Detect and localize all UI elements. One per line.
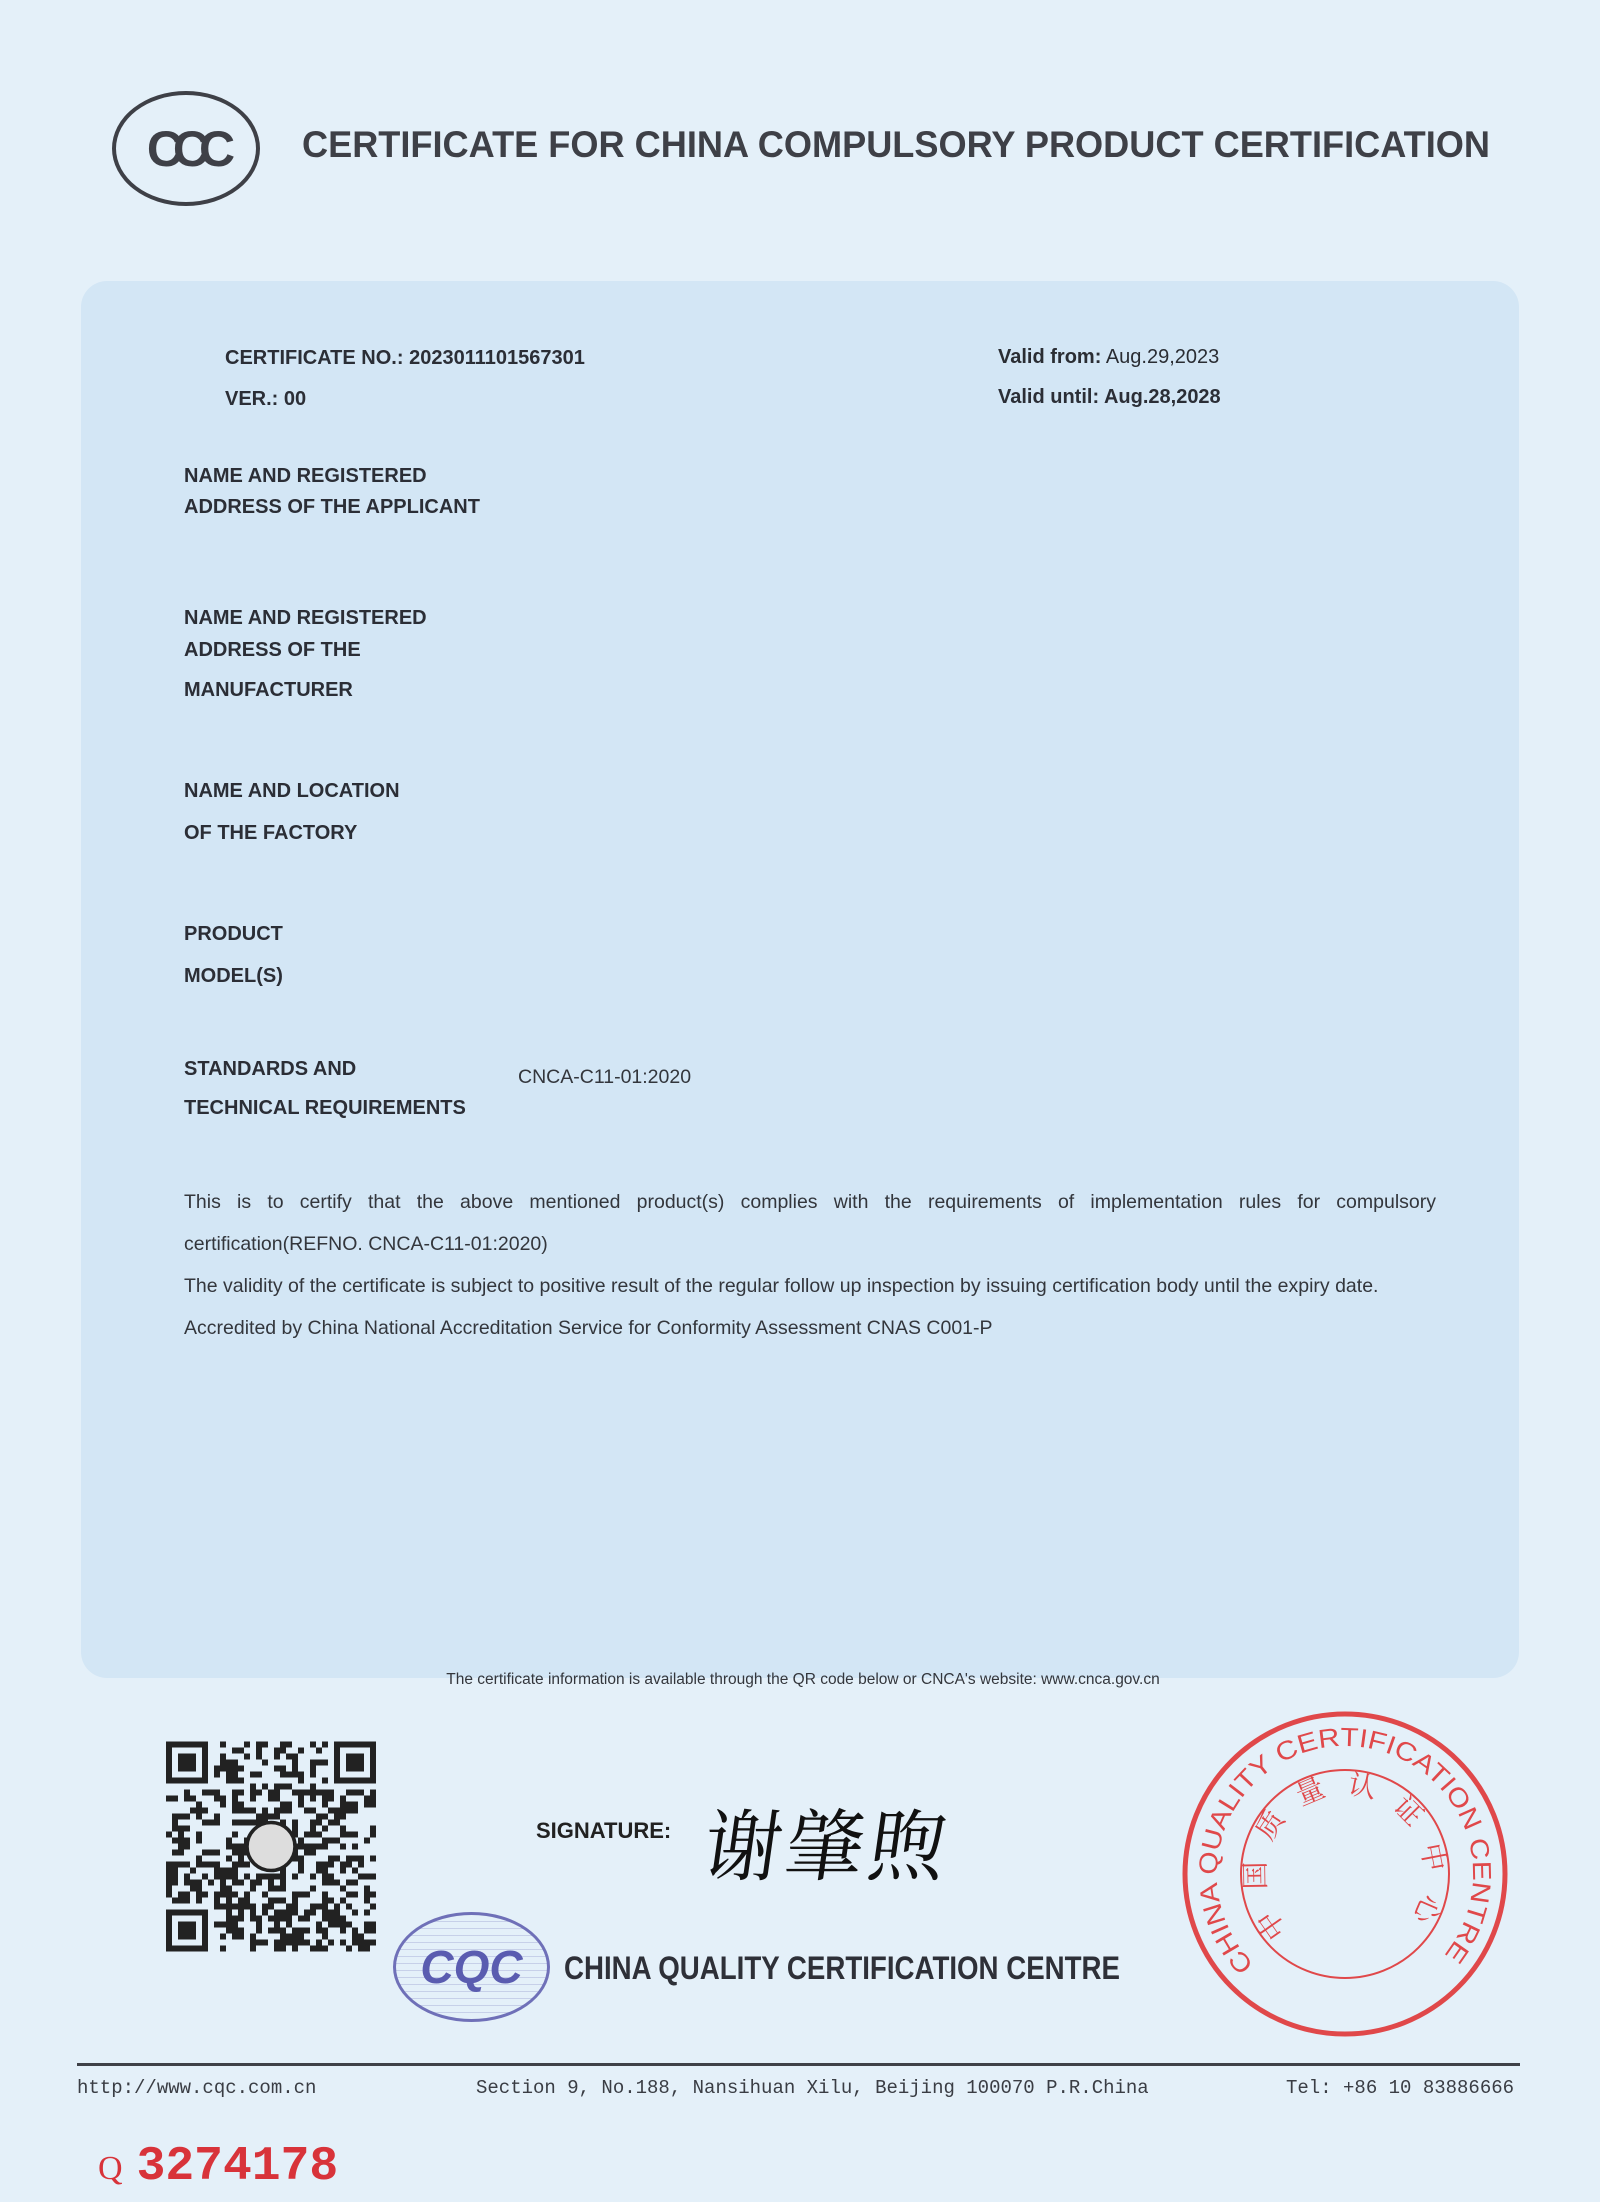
- factory-label-2: OF THE FACTORY: [184, 822, 358, 844]
- qr-info-text: The certificate information is available through the QR code below or CNCA's website: www.cnca.gov.cn: [446, 1671, 1160, 1688]
- manufacturer-label-1: NAME AND REGISTERED: [184, 607, 427, 629]
- valid-from: Valid from: Aug.29,2023: [998, 346, 1220, 368]
- cqc-logo: [393, 1912, 550, 2022]
- serial-prefix: Q: [98, 2150, 123, 2187]
- svg-text:CHINA QUALITY CERTIFICATION CE: CHINA QUALITY CERTIFICATION CENTRE: [1192, 1721, 1498, 1981]
- applicant-label-2: ADDRESS OF THE APPLICANT: [184, 496, 480, 518]
- issuer-name: CHINA QUALITY CERTIFICATION CENTRE: [564, 1950, 1120, 1986]
- statement-certify: This is to certify that the above mentioned product(s) complies with the requirements of implementation rules for compulsory certification(REFNO. CNCA-C11-01:2020): [184, 1191, 1436, 1255]
- footer-divider: [77, 2063, 1520, 2066]
- certificate-panel: [81, 281, 1519, 1678]
- svg-text:中国质量认证中心: 中国质量认证中心: [1238, 1767, 1452, 1947]
- official-seal: [1179, 1708, 1511, 2040]
- ccc-logo: [112, 91, 260, 206]
- standards-label-1: STANDARDS AND: [184, 1058, 357, 1080]
- qr-code[interactable]: [166, 1741, 376, 1952]
- serial-value: 3274178: [136, 2140, 339, 2194]
- statement-validity: The validity of the certificate is subject to positive result of the regular follow up inspection by issuing certification body until the expiry date.: [184, 1275, 1379, 1297]
- footer-website-wrap: [77, 2077, 316, 2099]
- product-label-1: PRODUCT: [184, 923, 283, 945]
- certificate-number: CERTIFICATE NO.: 2023011101567301: [225, 347, 585, 369]
- statements: [184, 1181, 1436, 1349]
- factory-label-1: NAME AND LOCATION: [184, 780, 400, 802]
- certificate-version: VER.: 00: [225, 388, 307, 410]
- footer-address-wrap: [476, 2077, 1149, 2099]
- cqc-logo-text: CQC: [420, 1941, 523, 1993]
- manufacturer-label-2: ADDRESS OF THE: [184, 639, 361, 661]
- serial-number: [98, 2140, 338, 2194]
- footer-tel: Tel: +86 10 83886666: [1286, 2077, 1515, 2099]
- issuer-name-wrap: [564, 1950, 1207, 1987]
- statement-accreditation: Accredited by China National Accreditation Service for Conformity Assessment CNAS C001-P: [184, 1317, 993, 1339]
- manufacturer-label-3: MANUFACTURER: [184, 679, 353, 701]
- footer-address: Section 9, No.188, Nansihuan Xilu, Beijing 100070 P.R.China: [476, 2077, 1149, 2099]
- valid-until: Valid until: Aug.28,2028: [998, 386, 1221, 408]
- footer-tel-wrap: [1286, 2077, 1514, 2099]
- standards-value: CNCA-C11-01:2020: [518, 1066, 692, 1088]
- product-label-2: MODEL(S): [184, 965, 283, 987]
- certificate-title: CERTIFICATE FOR CHINA COMPULSORY PRODUCT CERTIFICATION: [302, 124, 1490, 165]
- applicant-label-1: NAME AND REGISTERED: [184, 465, 427, 487]
- standards-label-2: TECHNICAL REQUIREMENTS: [184, 1097, 466, 1119]
- signature: 谢肇煦: [697, 1803, 957, 1893]
- ccc-logo-text: CCC: [146, 120, 226, 177]
- footer-website: http://www.cqc.com.cn: [77, 2077, 317, 2099]
- signature-label: SIGNATURE:: [536, 1818, 672, 1843]
- certificate-title-wrap: [302, 124, 1518, 166]
